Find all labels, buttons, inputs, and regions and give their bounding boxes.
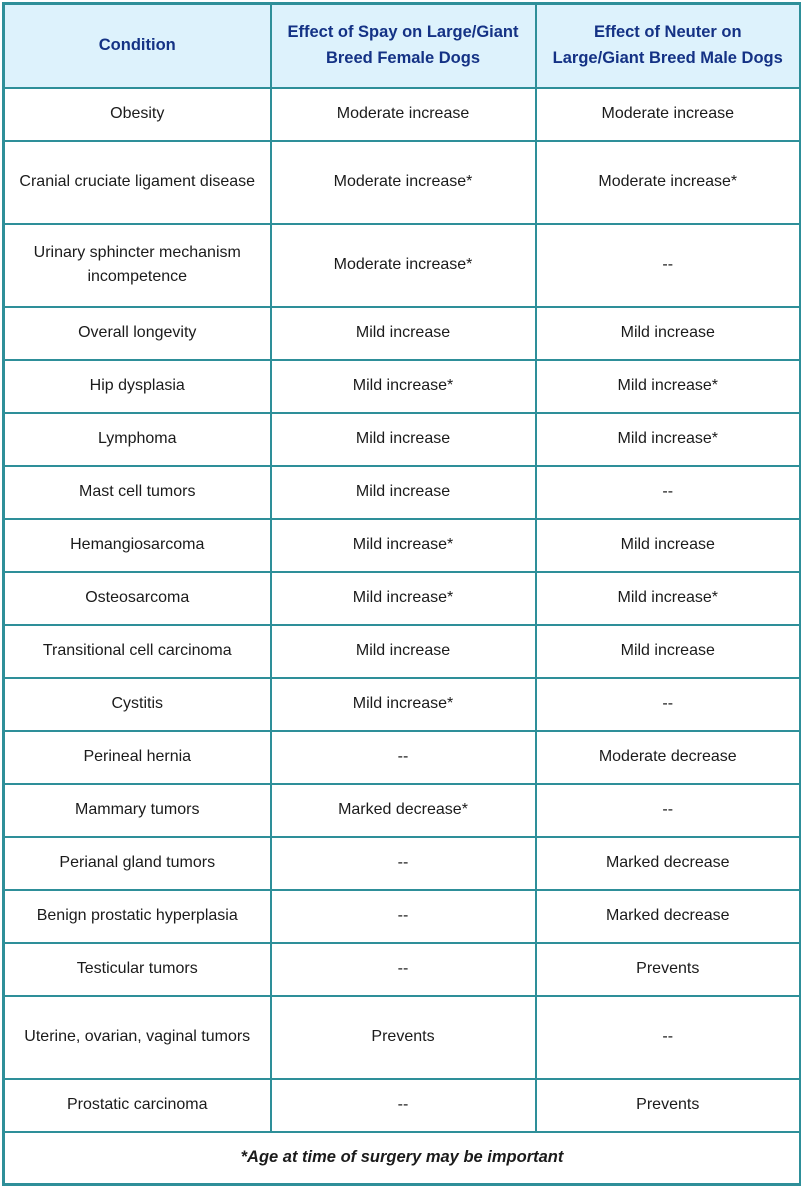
cell-spay-effect: -- — [271, 943, 536, 996]
cell-neuter-effect: Moderate increase* — [536, 141, 801, 224]
cell-condition: Perineal hernia — [4, 731, 271, 784]
cell-spay-effect: -- — [271, 731, 536, 784]
column-header-condition: Condition — [4, 4, 271, 88]
cell-neuter-effect: Marked decrease — [536, 837, 801, 890]
column-header-neuter-line2: Large/Giant Breed Male Dogs — [552, 48, 783, 67]
cell-spay-effect: Mild increase — [271, 625, 536, 678]
cell-spay-effect: -- — [271, 837, 536, 890]
cell-condition: Hip dysplasia — [4, 360, 271, 413]
table-row — [4, 360, 801, 413]
footnote-text: *Age at time of surgery may be important — [4, 1132, 801, 1185]
cell-neuter-effect: -- — [536, 784, 801, 837]
cell-condition: Osteosarcoma — [4, 572, 271, 625]
table-body — [4, 88, 801, 1132]
table-row — [4, 224, 801, 307]
table-header — [4, 4, 801, 88]
cell-spay-effect: Mild increase* — [271, 360, 536, 413]
column-header-neuter-effect — [536, 4, 801, 88]
cell-condition: Obesity — [4, 88, 271, 141]
cell-spay-effect: Mild increase* — [271, 572, 536, 625]
column-header-neuter-line1: Effect of Neuter on — [593, 23, 742, 42]
cell-neuter-effect: -- — [536, 996, 801, 1079]
cell-spay-effect: Mild increase — [271, 466, 536, 519]
cell-condition: Overall longevity — [4, 307, 271, 360]
cell-neuter-effect: Moderate decrease — [536, 731, 801, 784]
cell-neuter-effect: Mild increase* — [536, 413, 801, 466]
table-row — [4, 996, 801, 1079]
cell-spay-effect: Moderate increase* — [271, 141, 536, 224]
cell-neuter-effect: Moderate increase — [536, 88, 801, 141]
header-row — [4, 4, 801, 88]
cell-condition: Perianal gland tumors — [4, 837, 271, 890]
cell-spay-effect: Marked decrease* — [271, 784, 536, 837]
cell-neuter-effect: -- — [536, 466, 801, 519]
cell-spay-effect: -- — [271, 890, 536, 943]
table-row — [4, 943, 801, 996]
column-header-spay-line2: Breed Female Dogs — [325, 48, 481, 67]
cell-condition: Mast cell tumors — [4, 466, 271, 519]
cell-condition: Cystitis — [4, 678, 271, 731]
table-row — [4, 141, 801, 224]
table-row — [4, 1079, 801, 1132]
cell-spay-effect: Prevents — [271, 996, 536, 1079]
cell-neuter-effect: Mild increase — [536, 307, 801, 360]
cell-condition: Uterine, ovarian, vaginal tumors — [4, 996, 271, 1079]
table-row — [4, 837, 801, 890]
cell-condition: Prostatic carcinoma — [4, 1079, 271, 1132]
cell-neuter-effect: Prevents — [536, 943, 801, 996]
footnote-row — [4, 1132, 801, 1185]
table-row — [4, 519, 801, 572]
cell-condition: Transitional cell carcinoma — [4, 625, 271, 678]
cell-condition: Testicular tumors — [4, 943, 271, 996]
table-row — [4, 572, 801, 625]
cell-condition: Lymphoma — [4, 413, 271, 466]
table-row — [4, 413, 801, 466]
cell-condition: Mammary tumors — [4, 784, 271, 837]
cell-neuter-effect: Mild increase — [536, 625, 801, 678]
cell-spay-effect: Mild increase* — [271, 519, 536, 572]
table-row — [4, 890, 801, 943]
table-row — [4, 784, 801, 837]
cell-neuter-effect: -- — [536, 224, 801, 307]
table-row — [4, 731, 801, 784]
cell-condition: Benign prostatic hyperplasia — [4, 890, 271, 943]
column-header-spay-effect — [271, 4, 536, 88]
table-footer — [4, 1132, 801, 1185]
column-header-spay-line1: Effect of Spay on Large/Giant — [287, 23, 519, 42]
table-row — [4, 466, 801, 519]
cell-neuter-effect: Mild increase — [536, 519, 801, 572]
cell-spay-effect: Mild increase — [271, 413, 536, 466]
cell-condition: Hemangiosarcoma — [4, 519, 271, 572]
cell-spay-effect: Mild increase — [271, 307, 536, 360]
table-row — [4, 307, 801, 360]
cell-condition: Cranial cruciate ligament disease — [4, 141, 271, 224]
cell-spay-effect: Mild increase* — [271, 678, 536, 731]
cell-neuter-effect: Marked decrease — [536, 890, 801, 943]
cell-neuter-effect: -- — [536, 678, 801, 731]
table-row — [4, 678, 801, 731]
cell-spay-effect: Moderate increase* — [271, 224, 536, 307]
spay-neuter-effects-table — [2, 2, 801, 1186]
cell-spay-effect: -- — [271, 1079, 536, 1132]
cell-spay-effect: Moderate increase — [271, 88, 536, 141]
cell-condition: Urinary sphincter mechanism incompetence — [4, 224, 271, 307]
cell-neuter-effect: Prevents — [536, 1079, 801, 1132]
table-row — [4, 88, 801, 141]
table-row — [4, 625, 801, 678]
cell-neuter-effect: Mild increase* — [536, 360, 801, 413]
cell-neuter-effect: Mild increase* — [536, 572, 801, 625]
